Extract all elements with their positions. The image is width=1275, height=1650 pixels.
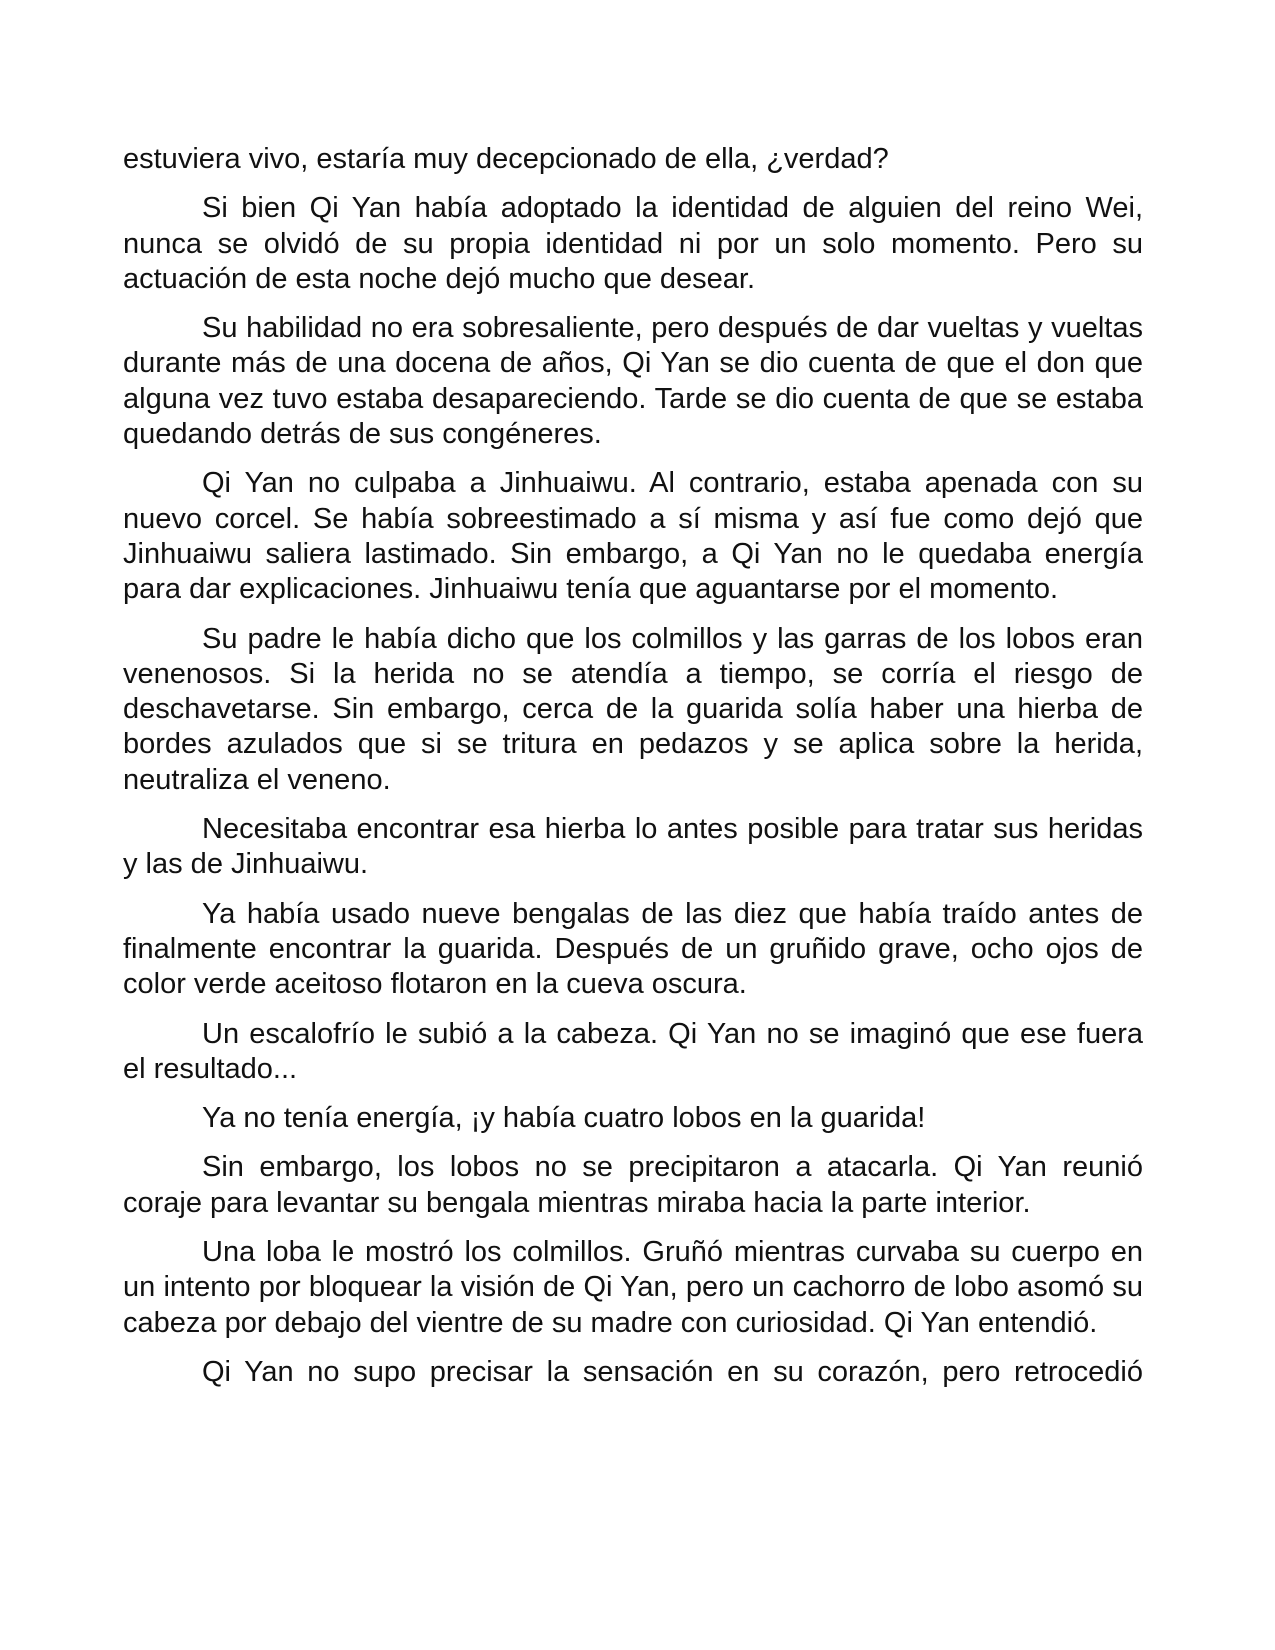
paragraph-2: Si bien Qi Yan había adoptado la identidad de alguien del reino Wei, nunca se olvidó de su propia identidad ni por un solo momento. Pero su actuación de esta noche dejó mucho que desear. — [123, 192, 1143, 295]
paragraph-9: Ya no tenía energía, ¡y había cuatro lobos en la guarida! — [202, 1102, 926, 1135]
paragraph-12: Qi Yan no supo precisar la sensación en su corazón, pero retrocedió — [202, 1355, 1143, 1388]
paragraph-11: Una loba le mostró los colmillos. Gruñó mientras curvaba su cuerpo en un intento por bloquear la visión de Qi Yan, pero un cachorro de lobo asomó su cabeza por debajo del vientre de su madre con curiosidad. Qi Yan entendió. — [123, 1236, 1143, 1339]
paragraph-8: Un escalofrío le subió a la cabeza. Qi Yan no se imaginó que ese fuera el resultado... — [123, 1017, 1143, 1085]
paragraph-1: estuviera vivo, estaría muy decepcionado de ella, ¿verdad? — [123, 143, 889, 175]
body-text — [123, 142, 1143, 1404]
paragraph-6: Necesitaba encontrar esa hierba lo antes posible para tratar sus heridas y las de Jinhuaiwu. — [123, 813, 1143, 881]
paragraph-4: Qi Yan no culpaba a Jinhuaiwu. Al contrario, estaba apenada con su nuevo corcel. Se había sobreestimado a sí misma y así fue como dejó que Jinhuaiwu saliera lastimado. Sin embargo, a Qi Yan no le quedaba energía para dar explicaciones. Jinhuaiwu tenía que aguantarse por el momento. — [123, 467, 1143, 606]
paragraph-10: Sin embargo, los lobos no se precipitaron a atacarla. Qi Yan reunió coraje para levantar su bengala mientras miraba hacia la parte interior. — [123, 1151, 1143, 1219]
paragraph-3: Su habilidad no era sobresaliente, pero después de dar vueltas y vueltas durante más de una docena de años, Qi Yan se dio cuenta de que el don que alguna vez tuvo estaba desapareciendo. Tarde se dio cuenta de que se estaba quedando detrás de sus congéneres. — [123, 312, 1143, 451]
paragraph-7: Ya había usado nueve bengalas de las diez que había traído antes de finalmente encontrar la guarida. Después de un gruñido grave, ocho ojos de color verde aceitoso flotaron en la cueva oscura. — [123, 897, 1143, 1001]
paragraph-5: Su padre le había dicho que los colmillos y las garras de los lobos eran venenosos. Si la herida no se atendía a tiempo, se corría el riesgo de deschavetarse. Sin embargo, cerca de la guarida solía haber una hierba de bordes azulados que si se tritura en pedazos y se aplica sobre la herida, neutraliza el veneno. — [123, 622, 1143, 796]
